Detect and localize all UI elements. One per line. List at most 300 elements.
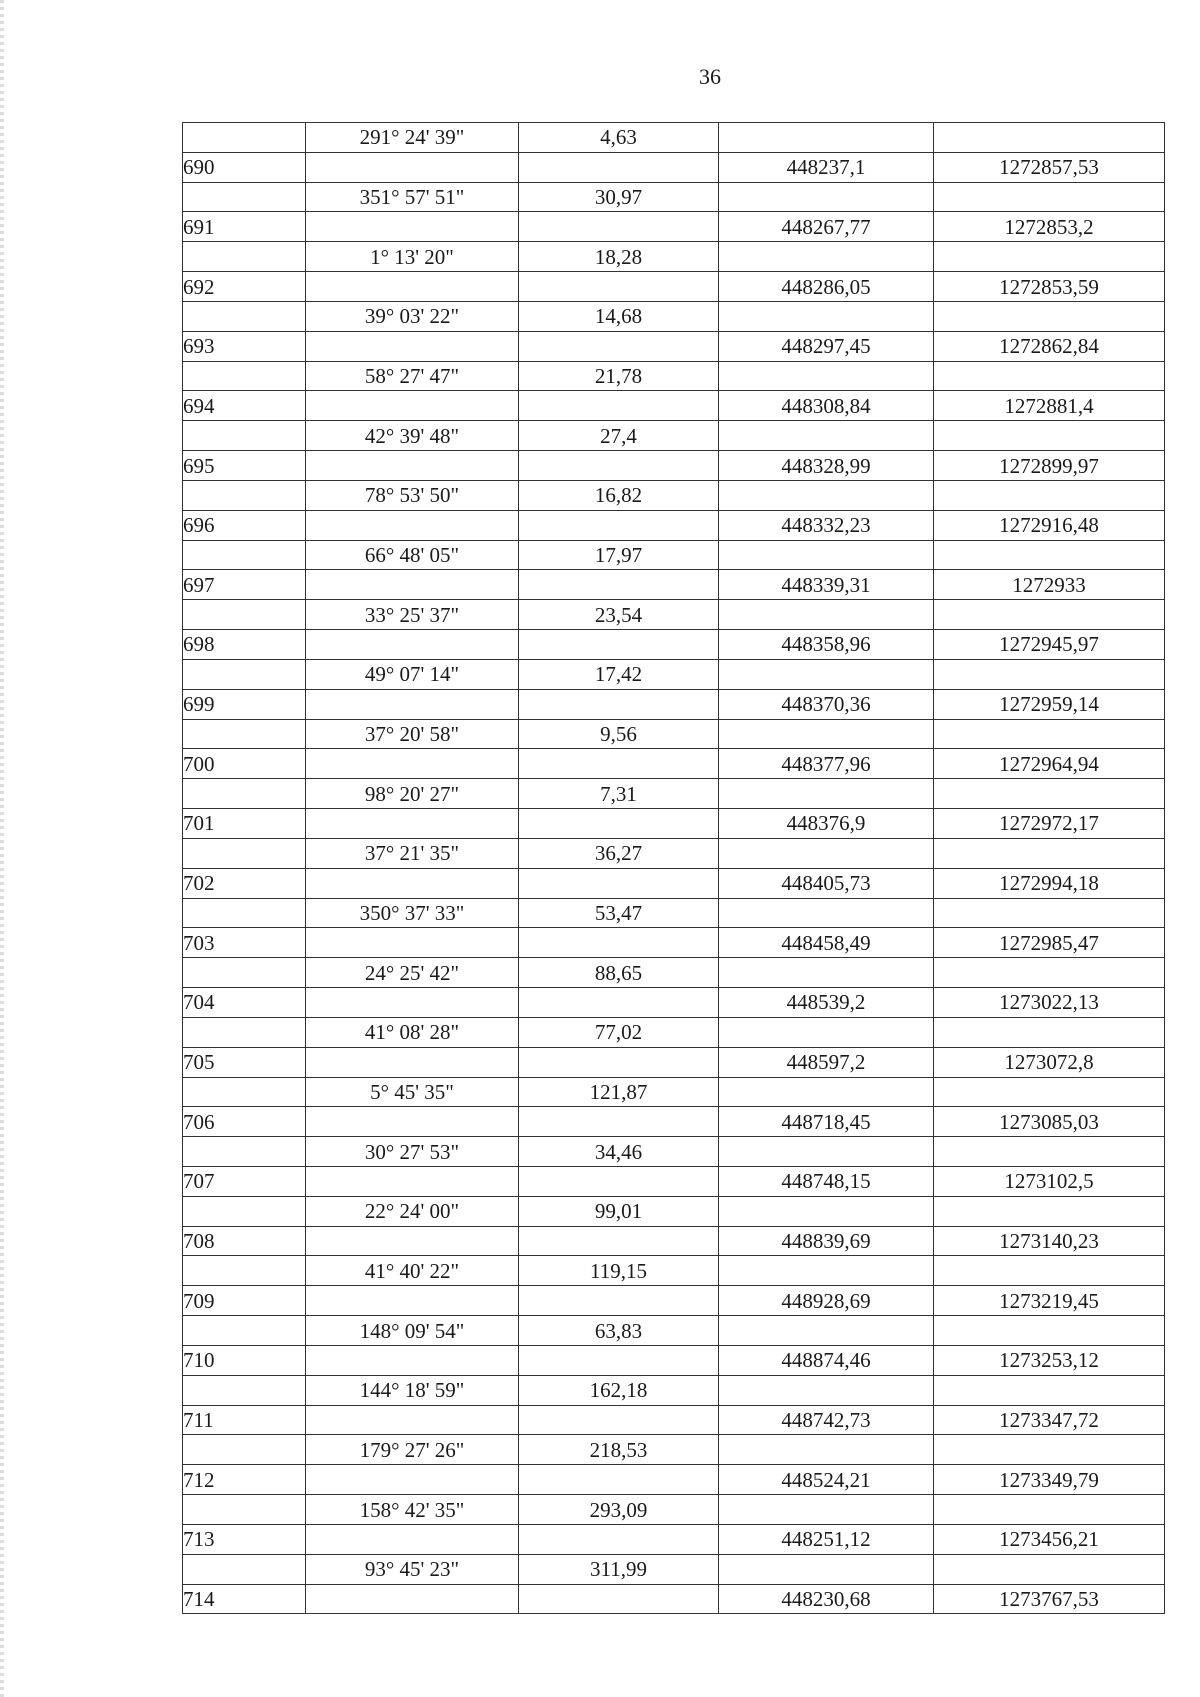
direction-angle-cell: 351° 57' 51" — [306, 182, 519, 212]
table-row — [183, 1077, 1165, 1107]
distance-cell — [519, 630, 719, 660]
table-row — [183, 152, 1165, 182]
direction-angle-cell — [306, 212, 519, 242]
x-coordinate-cell — [719, 361, 934, 391]
table-row — [183, 123, 1165, 153]
distance-cell: 77,02 — [519, 1017, 719, 1047]
x-coordinate-cell — [719, 898, 934, 928]
point-number-cell — [183, 719, 306, 749]
y-coordinate-cell: 1272933 — [934, 570, 1165, 600]
direction-angle-cell — [306, 988, 519, 1018]
distance-cell — [519, 212, 719, 242]
point-number-cell — [183, 1316, 306, 1346]
direction-angle-cell — [306, 1047, 519, 1077]
direction-angle-cell: 144° 18' 59" — [306, 1375, 519, 1405]
distance-cell — [519, 928, 719, 958]
table-row — [183, 928, 1165, 958]
x-coordinate-cell — [719, 123, 934, 153]
point-number-cell: 714 — [183, 1584, 306, 1614]
direction-angle-cell — [306, 1405, 519, 1435]
table-row — [183, 958, 1165, 988]
table-row — [183, 1107, 1165, 1137]
point-number-cell: 692 — [183, 272, 306, 302]
x-coordinate-cell — [719, 1196, 934, 1226]
distance-cell — [519, 1345, 719, 1375]
x-coordinate-cell: 448230,68 — [719, 1584, 934, 1614]
point-number-cell: 706 — [183, 1107, 306, 1137]
point-number-cell — [183, 1196, 306, 1226]
direction-angle-cell: 58° 27' 47" — [306, 361, 519, 391]
direction-angle-cell — [306, 689, 519, 719]
distance-cell: 30,97 — [519, 182, 719, 212]
direction-angle-cell — [306, 1524, 519, 1554]
point-number-cell: 703 — [183, 928, 306, 958]
point-number-cell: 698 — [183, 630, 306, 660]
distance-cell: 18,28 — [519, 242, 719, 272]
table-row — [183, 272, 1165, 302]
point-number-cell — [183, 838, 306, 868]
y-coordinate-cell — [934, 898, 1165, 928]
distance-cell — [519, 451, 719, 481]
table-row — [183, 838, 1165, 868]
x-coordinate-cell — [719, 600, 934, 630]
table-row — [183, 1047, 1165, 1077]
direction-angle-cell — [306, 272, 519, 302]
direction-angle-cell: 24° 25' 42" — [306, 958, 519, 988]
y-coordinate-cell: 1273085,03 — [934, 1107, 1165, 1137]
y-coordinate-cell: 1272945,97 — [934, 630, 1165, 660]
x-coordinate-cell — [719, 1256, 934, 1286]
x-coordinate-cell — [719, 1435, 934, 1465]
x-coordinate-cell: 448251,12 — [719, 1524, 934, 1554]
y-coordinate-cell: 1273349,79 — [934, 1465, 1165, 1495]
point-number-cell — [183, 1435, 306, 1465]
point-number-cell — [183, 958, 306, 988]
distance-cell: 14,68 — [519, 301, 719, 331]
point-number-cell — [183, 1137, 306, 1167]
y-coordinate-cell — [934, 958, 1165, 988]
point-number-cell: 710 — [183, 1345, 306, 1375]
distance-cell — [519, 1465, 719, 1495]
coordinates-table — [182, 122, 1165, 1614]
point-number-cell — [183, 1495, 306, 1525]
distance-cell: 162,18 — [519, 1375, 719, 1405]
distance-cell — [519, 689, 719, 719]
distance-cell: 53,47 — [519, 898, 719, 928]
point-number-cell — [183, 421, 306, 451]
y-coordinate-cell — [934, 540, 1165, 570]
x-coordinate-cell — [719, 301, 934, 331]
table-row — [183, 391, 1165, 421]
point-number-cell — [183, 898, 306, 928]
point-number-cell: 700 — [183, 749, 306, 779]
table-row — [183, 779, 1165, 809]
direction-angle-cell: 93° 45' 23" — [306, 1554, 519, 1584]
direction-angle-cell — [306, 1226, 519, 1256]
scan-edge-artifact — [0, 0, 4, 1697]
distance-cell: 293,09 — [519, 1495, 719, 1525]
distance-cell — [519, 510, 719, 540]
distance-cell — [519, 749, 719, 779]
direction-angle-cell — [306, 451, 519, 481]
point-number-cell — [183, 659, 306, 689]
y-coordinate-cell — [934, 1435, 1165, 1465]
distance-cell: 9,56 — [519, 719, 719, 749]
table-row — [183, 361, 1165, 391]
point-number-cell — [183, 480, 306, 510]
direction-angle-cell: 350° 37' 33" — [306, 898, 519, 928]
direction-angle-cell — [306, 1166, 519, 1196]
distance-cell: 4,63 — [519, 123, 719, 153]
distance-cell — [519, 988, 719, 1018]
direction-angle-cell: 179° 27' 26" — [306, 1435, 519, 1465]
distance-cell: 17,42 — [519, 659, 719, 689]
y-coordinate-cell — [934, 480, 1165, 510]
direction-angle-cell: 39° 03' 22" — [306, 301, 519, 331]
y-coordinate-cell: 1272972,17 — [934, 809, 1165, 839]
y-coordinate-cell: 1272853,2 — [934, 212, 1165, 242]
x-coordinate-cell — [719, 242, 934, 272]
table-row — [183, 480, 1165, 510]
y-coordinate-cell: 1273219,45 — [934, 1286, 1165, 1316]
direction-angle-cell: 148° 09' 54" — [306, 1316, 519, 1346]
x-coordinate-cell — [719, 719, 934, 749]
table-row — [183, 301, 1165, 331]
point-number-cell — [183, 123, 306, 153]
x-coordinate-cell: 448267,77 — [719, 212, 934, 242]
y-coordinate-cell — [934, 779, 1165, 809]
distance-cell — [519, 1286, 719, 1316]
distance-cell — [519, 1107, 719, 1137]
x-coordinate-cell: 448332,23 — [719, 510, 934, 540]
x-coordinate-cell: 448718,45 — [719, 1107, 934, 1137]
table-row — [183, 600, 1165, 630]
x-coordinate-cell: 448286,05 — [719, 272, 934, 302]
distance-cell — [519, 1226, 719, 1256]
direction-angle-cell — [306, 630, 519, 660]
distance-cell: 16,82 — [519, 480, 719, 510]
direction-angle-cell: 41° 08' 28" — [306, 1017, 519, 1047]
table-row — [183, 1495, 1165, 1525]
distance-cell: 218,53 — [519, 1435, 719, 1465]
y-coordinate-cell — [934, 1137, 1165, 1167]
y-coordinate-cell — [934, 838, 1165, 868]
direction-angle-cell — [306, 391, 519, 421]
y-coordinate-cell: 1273102,5 — [934, 1166, 1165, 1196]
direction-angle-cell: 30° 27' 53" — [306, 1137, 519, 1167]
direction-angle-cell: 5° 45' 35" — [306, 1077, 519, 1107]
x-coordinate-cell: 448839,69 — [719, 1226, 934, 1256]
direction-angle-cell — [306, 809, 519, 839]
table-row — [183, 510, 1165, 540]
distance-cell: 34,46 — [519, 1137, 719, 1167]
point-number-cell — [183, 779, 306, 809]
table-row — [183, 182, 1165, 212]
distance-cell — [519, 1584, 719, 1614]
point-number-cell — [183, 1077, 306, 1107]
point-number-cell: 691 — [183, 212, 306, 242]
distance-cell — [519, 152, 719, 182]
table-row — [183, 1375, 1165, 1405]
point-number-cell: 697 — [183, 570, 306, 600]
point-number-cell: 702 — [183, 868, 306, 898]
point-number-cell — [183, 1554, 306, 1584]
distance-cell: 23,54 — [519, 600, 719, 630]
distance-cell: 63,83 — [519, 1316, 719, 1346]
direction-angle-cell: 98° 20' 27" — [306, 779, 519, 809]
y-coordinate-cell — [934, 1495, 1165, 1525]
y-coordinate-cell: 1273072,8 — [934, 1047, 1165, 1077]
direction-angle-cell — [306, 1465, 519, 1495]
y-coordinate-cell: 1272857,53 — [934, 152, 1165, 182]
x-coordinate-cell: 448458,49 — [719, 928, 934, 958]
distance-cell — [519, 331, 719, 361]
y-coordinate-cell — [934, 361, 1165, 391]
y-coordinate-cell — [934, 301, 1165, 331]
direction-angle-cell — [306, 152, 519, 182]
table-row — [183, 630, 1165, 660]
direction-angle-cell: 291° 24' 39" — [306, 123, 519, 153]
x-coordinate-cell — [719, 1077, 934, 1107]
distance-cell — [519, 1047, 719, 1077]
x-coordinate-cell: 448539,2 — [719, 988, 934, 1018]
x-coordinate-cell: 448376,9 — [719, 809, 934, 839]
table-row — [183, 689, 1165, 719]
table-row — [183, 1017, 1165, 1047]
direction-angle-cell — [306, 1286, 519, 1316]
x-coordinate-cell — [719, 1017, 934, 1047]
table-row — [183, 1584, 1165, 1614]
x-coordinate-cell: 448358,96 — [719, 630, 934, 660]
table-row — [183, 1435, 1165, 1465]
point-number-cell: 705 — [183, 1047, 306, 1077]
y-coordinate-cell — [934, 421, 1165, 451]
point-number-cell: 693 — [183, 331, 306, 361]
point-number-cell — [183, 1017, 306, 1047]
direction-angle-cell — [306, 1107, 519, 1137]
y-coordinate-cell — [934, 1316, 1165, 1346]
distance-cell: 17,97 — [519, 540, 719, 570]
x-coordinate-cell: 448237,1 — [719, 152, 934, 182]
table-row — [183, 1524, 1165, 1554]
point-number-cell — [183, 600, 306, 630]
table-row — [183, 1465, 1165, 1495]
distance-cell: 36,27 — [519, 838, 719, 868]
y-coordinate-cell: 1273347,72 — [934, 1405, 1165, 1435]
table-row — [183, 540, 1165, 570]
y-coordinate-cell: 1272853,59 — [934, 272, 1165, 302]
table-row — [183, 212, 1165, 242]
distance-cell: 311,99 — [519, 1554, 719, 1584]
x-coordinate-cell: 448874,46 — [719, 1345, 934, 1375]
x-coordinate-cell: 448742,73 — [719, 1405, 934, 1435]
x-coordinate-cell — [719, 958, 934, 988]
direction-angle-cell — [306, 749, 519, 779]
table-row — [183, 242, 1165, 272]
direction-angle-cell: 78° 53' 50" — [306, 480, 519, 510]
table-row — [183, 988, 1165, 1018]
x-coordinate-cell: 448748,15 — [719, 1166, 934, 1196]
point-number-cell: 699 — [183, 689, 306, 719]
point-number-cell — [183, 1256, 306, 1286]
table-row — [183, 1286, 1165, 1316]
point-number-cell — [183, 1375, 306, 1405]
point-number-cell: 695 — [183, 451, 306, 481]
direction-angle-cell — [306, 1345, 519, 1375]
x-coordinate-cell — [719, 540, 934, 570]
point-number-cell — [183, 182, 306, 212]
distance-cell — [519, 1405, 719, 1435]
x-coordinate-cell — [719, 1375, 934, 1405]
y-coordinate-cell — [934, 123, 1165, 153]
y-coordinate-cell: 1272964,94 — [934, 749, 1165, 779]
x-coordinate-cell — [719, 421, 934, 451]
direction-angle-cell: 37° 21' 35" — [306, 838, 519, 868]
table-row — [183, 898, 1165, 928]
point-number-cell — [183, 301, 306, 331]
y-coordinate-cell: 1273253,12 — [934, 1345, 1165, 1375]
x-coordinate-cell: 448597,2 — [719, 1047, 934, 1077]
direction-angle-cell: 158° 42' 35" — [306, 1495, 519, 1525]
x-coordinate-cell: 448339,31 — [719, 570, 934, 600]
distance-cell — [519, 809, 719, 839]
point-number-cell: 690 — [183, 152, 306, 182]
y-coordinate-cell — [934, 1554, 1165, 1584]
table-row — [183, 868, 1165, 898]
point-number-cell: 709 — [183, 1286, 306, 1316]
table-row — [183, 1137, 1165, 1167]
distance-cell: 119,15 — [519, 1256, 719, 1286]
table-row — [183, 331, 1165, 361]
point-number-cell: 701 — [183, 809, 306, 839]
direction-angle-cell — [306, 510, 519, 540]
table-row — [183, 749, 1165, 779]
table-row — [183, 570, 1165, 600]
y-coordinate-cell: 1272994,18 — [934, 868, 1165, 898]
point-number-cell: 712 — [183, 1465, 306, 1495]
y-coordinate-cell — [934, 1077, 1165, 1107]
x-coordinate-cell: 448928,69 — [719, 1286, 934, 1316]
point-number-cell — [183, 242, 306, 272]
distance-cell — [519, 868, 719, 898]
table-row — [183, 421, 1165, 451]
point-number-cell: 708 — [183, 1226, 306, 1256]
point-number-cell: 694 — [183, 391, 306, 421]
point-number-cell: 696 — [183, 510, 306, 540]
table-row — [183, 1345, 1165, 1375]
direction-angle-cell — [306, 331, 519, 361]
y-coordinate-cell: 1272899,97 — [934, 451, 1165, 481]
point-number-cell: 713 — [183, 1524, 306, 1554]
y-coordinate-cell — [934, 659, 1165, 689]
direction-angle-cell: 41° 40' 22" — [306, 1256, 519, 1286]
y-coordinate-cell — [934, 719, 1165, 749]
y-coordinate-cell — [934, 1196, 1165, 1226]
table-row — [183, 1256, 1165, 1286]
x-coordinate-cell — [719, 182, 934, 212]
table-row — [183, 659, 1165, 689]
distance-cell: 99,01 — [519, 1196, 719, 1226]
table-row — [183, 809, 1165, 839]
y-coordinate-cell: 1272881,4 — [934, 391, 1165, 421]
direction-angle-cell — [306, 868, 519, 898]
direction-angle-cell: 33° 25' 37" — [306, 600, 519, 630]
distance-cell — [519, 1166, 719, 1196]
x-coordinate-cell: 448328,99 — [719, 451, 934, 481]
y-coordinate-cell — [934, 1256, 1165, 1286]
y-coordinate-cell — [934, 600, 1165, 630]
x-coordinate-cell — [719, 1137, 934, 1167]
x-coordinate-cell — [719, 838, 934, 868]
point-number-cell: 711 — [183, 1405, 306, 1435]
point-number-cell: 704 — [183, 988, 306, 1018]
table-row — [183, 1196, 1165, 1226]
direction-angle-cell — [306, 570, 519, 600]
direction-angle-cell — [306, 928, 519, 958]
y-coordinate-cell: 1272862,84 — [934, 331, 1165, 361]
table-row — [183, 1554, 1165, 1584]
direction-angle-cell: 66° 48' 05" — [306, 540, 519, 570]
point-number-cell — [183, 361, 306, 391]
table-row — [183, 719, 1165, 749]
x-coordinate-cell: 448370,36 — [719, 689, 934, 719]
y-coordinate-cell: 1272916,48 — [934, 510, 1165, 540]
direction-angle-cell: 42° 39' 48" — [306, 421, 519, 451]
distance-cell: 7,31 — [519, 779, 719, 809]
x-coordinate-cell: 448377,96 — [719, 749, 934, 779]
direction-angle-cell: 49° 07' 14" — [306, 659, 519, 689]
x-coordinate-cell: 448308,84 — [719, 391, 934, 421]
x-coordinate-cell — [719, 1495, 934, 1525]
direction-angle-cell — [306, 1584, 519, 1614]
x-coordinate-cell — [719, 659, 934, 689]
direction-angle-cell: 37° 20' 58" — [306, 719, 519, 749]
x-coordinate-cell: 448524,21 — [719, 1465, 934, 1495]
y-coordinate-cell — [934, 1375, 1165, 1405]
x-coordinate-cell: 448405,73 — [719, 868, 934, 898]
y-coordinate-cell: 1273456,21 — [934, 1524, 1165, 1554]
page-number: 36 — [699, 64, 721, 89]
x-coordinate-cell — [719, 480, 934, 510]
x-coordinate-cell — [719, 1554, 934, 1584]
direction-angle-cell: 22° 24' 00" — [306, 1196, 519, 1226]
direction-angle-cell: 1° 13' 20" — [306, 242, 519, 272]
point-number-cell — [183, 540, 306, 570]
point-number-cell: 707 — [183, 1166, 306, 1196]
distance-cell — [519, 570, 719, 600]
y-coordinate-cell: 1272959,14 — [934, 689, 1165, 719]
table-row — [183, 1405, 1165, 1435]
distance-cell: 27,4 — [519, 421, 719, 451]
table-row — [183, 451, 1165, 481]
x-coordinate-cell: 448297,45 — [719, 331, 934, 361]
x-coordinate-cell — [719, 779, 934, 809]
distance-cell: 21,78 — [519, 361, 719, 391]
y-coordinate-cell: 1273022,13 — [934, 988, 1165, 1018]
y-coordinate-cell: 1272985,47 — [934, 928, 1165, 958]
y-coordinate-cell — [934, 1017, 1165, 1047]
y-coordinate-cell — [934, 182, 1165, 212]
distance-cell — [519, 1524, 719, 1554]
distance-cell: 121,87 — [519, 1077, 719, 1107]
distance-cell — [519, 272, 719, 302]
table-row — [183, 1166, 1165, 1196]
table-row — [183, 1316, 1165, 1346]
x-coordinate-cell — [719, 1316, 934, 1346]
distance-cell — [519, 391, 719, 421]
distance-cell: 88,65 — [519, 958, 719, 988]
y-coordinate-cell: 1273767,53 — [934, 1584, 1165, 1614]
